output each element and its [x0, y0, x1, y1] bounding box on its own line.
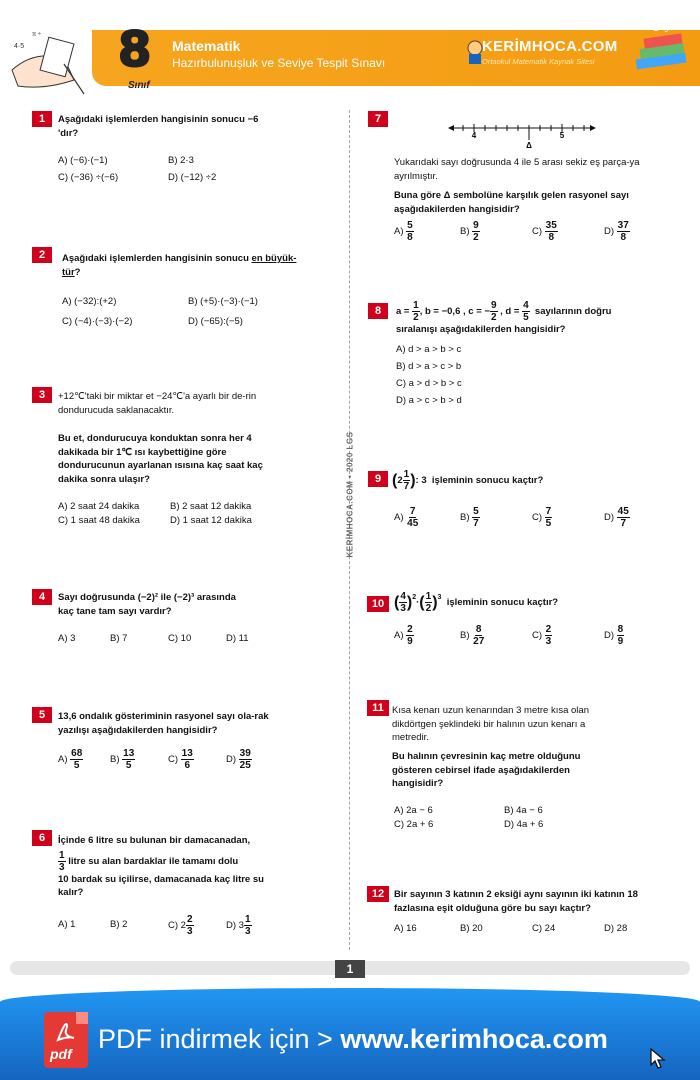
question-3-stem: Bu et, dondurucuya konduktan sonra her 4 dakikada bir 1℃ ısı kaybettiğine göre dondurucunun ayarlanan ısısına kaç saat kaç dakika sonra ulaşır?: [58, 433, 263, 485]
q8-option-b[interactable]: B) d > a > c > b: [396, 361, 462, 372]
q5-option-c[interactable]: C) $\frac{13}{6}$: [168, 748, 193, 771]
q6-option-a[interactable]: A) 1: [58, 919, 76, 930]
question-11-stem: Bu halının çevresinin kaç metre olduğunu gösteren cebirsel ifade aşağıdakilerden hangisidir?: [392, 751, 581, 789]
q12-option-b[interactable]: B) 20: [460, 923, 483, 934]
question-number: 3: [32, 387, 52, 403]
q4-option-b[interactable]: B) 7: [110, 633, 128, 644]
q9-option-a[interactable]: A) $\frac{7}{45}$: [394, 506, 419, 529]
q9-option-c[interactable]: C) $\frac{7}{5}$: [532, 506, 552, 529]
svg-text:4·5: 4·5: [14, 43, 25, 50]
tick-label-right: 5: [559, 131, 565, 140]
q2-option-b[interactable]: B) (+5)·(−3)·(−1): [188, 296, 258, 307]
q8-option-a[interactable]: A) d > a > b > c: [396, 344, 462, 355]
brand-name: KERİMHOCA.COM: [482, 38, 618, 55]
q4-option-a[interactable]: A) 3: [58, 633, 76, 644]
q7-option-b[interactable]: B) $\frac{9}{2}$: [460, 220, 479, 243]
question-10-stem: ( $\frac{4}{3}$ )$^2$·( $\frac{1}{2}$ )$^3$ işleminin sonucu kaçtır?: [394, 591, 559, 614]
subject-title: Matematik: [172, 38, 241, 54]
q10-option-c[interactable]: C) $\frac{2}{3}$: [532, 624, 552, 647]
question-number: 10: [367, 596, 389, 612]
q11-option-c[interactable]: C) 2a + 6: [394, 819, 434, 830]
q5-option-d[interactable]: D) $\frac{39}{25}$: [226, 748, 251, 771]
question-11-context: Kısa kenarı uzun kenarından 3 metre kısa olan dikdörtgen şeklindeki bir halının uzun kenarı a metredir.: [392, 705, 589, 743]
q10-option-b[interactable]: B) $\frac{8}{27}$: [460, 624, 485, 647]
question-2-stem: Aşağıdaki işlemlerden hangisinin sonucu en büyük- tür?: [62, 253, 297, 278]
question-6-stem: İçinde 6 litre su bulunan bir damacanadan, $\frac{1}{3}$ litre su alan bardaklar ile tamamı dolu 10 bardak su içilirse, damacanada kaç litre su kalır?: [58, 835, 264, 898]
question-7-stem: Buna göre Δ sembolüne karşılık gelen rasyonel sayı aşağıdakilerden hangisidir?: [394, 190, 629, 215]
q11-option-b[interactable]: B) 4a − 6: [504, 805, 543, 816]
tick-label-left: 4: [471, 131, 477, 140]
question-number: 4: [32, 589, 52, 605]
q11-option-a[interactable]: A) 2a − 6: [394, 805, 433, 816]
q6-option-d[interactable]: D) 3 $\frac{1}{3}$: [226, 914, 251, 937]
q4-option-c[interactable]: C) 10: [168, 633, 192, 644]
q10-option-d[interactable]: D) $\frac{8}{9}$: [604, 624, 624, 647]
q9-option-b[interactable]: B) $\frac{5}{7}$: [460, 506, 479, 529]
page-number: 1: [335, 960, 365, 978]
question-5-stem: 13,6 ondalık gösteriminin rasyonel sayı ola-rak yazılışı aşağıdakilerden hangisidir?: [58, 711, 269, 736]
q9-option-d[interactable]: D) $\frac{45}{7}$: [604, 506, 629, 529]
q10-option-a[interactable]: A) $\frac{2}{9}$: [394, 624, 413, 647]
cursor-icon: [650, 1048, 666, 1070]
q1-option-d[interactable]: D) (−12) ÷2: [168, 172, 217, 183]
q3-option-d[interactable]: D) 1 saat 12 dakika: [170, 515, 252, 526]
question-12-stem: Bir sayının 3 katının 2 eksiği aynı sayının iki katının 18 fazlasına eşit olduğuna göre bu sayı kaçtır?: [394, 889, 638, 914]
question-number: 9: [368, 471, 388, 487]
question-8-stem: a = $\frac{1}{2}$ , b = −0,6 , c = − $\frac{9}{2}$ , d = $\frac{4}{5}$ sayılarının doğru sıralanışı aşağıdakilerden hangisidir?: [396, 300, 612, 335]
pdf-file-icon: [44, 1012, 88, 1068]
q1-option-c[interactable]: C) (−36) ÷(−6): [58, 172, 119, 183]
q12-option-c[interactable]: C) 24: [532, 923, 556, 934]
q12-option-d[interactable]: D) 28: [604, 923, 628, 934]
download-link[interactable]: www.kerimhoca.com: [340, 1024, 608, 1054]
grade-label: Sınıf: [128, 80, 150, 91]
grade-badge: [108, 18, 168, 91]
q7-option-a[interactable]: A) $\frac{5}{8}$: [394, 220, 413, 243]
pdf-label: pdf: [50, 1046, 72, 1062]
divider-watermark: KERİMHOCA.COM • 2020 LGS: [345, 431, 355, 558]
delta-marker: Δ: [526, 141, 532, 150]
q5-option-a[interactable]: A) $\frac{68}{5}$: [58, 748, 83, 771]
q2-option-a[interactable]: A) (−32):(+2): [62, 296, 117, 307]
q7-option-d[interactable]: D) $\frac{37}{8}$: [604, 220, 629, 243]
q3-option-c[interactable]: C) 1 saat 48 dakika: [58, 515, 140, 526]
question-number: 7: [368, 111, 388, 127]
question-number: 12: [367, 886, 389, 902]
question-number: 5: [32, 707, 52, 723]
question-1-stem: Aşağıdaki işlemlerden hangisinin sonucu −6 'dır?: [58, 114, 259, 139]
question-number: 8: [368, 303, 388, 319]
brand-logo: [482, 38, 618, 66]
q11-option-d[interactable]: D) 4a + 6: [504, 819, 544, 830]
svg-text:9: 9: [664, 25, 669, 34]
download-text[interactable]: PDF indirmek için > www.kerimhoca.com: [98, 1024, 608, 1054]
grade-number: 8: [118, 22, 152, 78]
question-number: 2: [32, 247, 52, 263]
page-header: [0, 0, 700, 100]
q6-option-b[interactable]: B) 2: [110, 919, 128, 930]
svg-text:π ÷: π ÷: [32, 32, 42, 38]
q8-option-c[interactable]: C) a > d > b > c: [396, 378, 462, 389]
acrobat-logo-icon: [54, 1020, 78, 1044]
brand-tagline: Ortaokul Matematik Kaynak Sitesi: [482, 57, 595, 66]
question-7-context: Yukarıdaki sayı doğrusunda 4 ile 5 arası sekiz eş parça-ya ayrılmıştır.: [394, 157, 640, 182]
number-line-figure: [448, 118, 596, 150]
q8-option-d[interactable]: D) a > c > b > d: [396, 395, 462, 406]
q4-option-d[interactable]: D) 11: [226, 633, 249, 644]
q7-option-c[interactable]: C) $\frac{35}{8}$: [532, 220, 557, 243]
q3-option-b[interactable]: B) 2 saat 12 dakika: [170, 501, 252, 512]
question-number: 6: [32, 830, 52, 846]
q12-option-a[interactable]: A) 16: [394, 923, 417, 934]
q2-option-d[interactable]: D) (−65):(−5): [188, 316, 243, 327]
q6-option-c[interactable]: C) 2 $\frac{2}{3}$: [168, 914, 193, 937]
question-4-stem: Sayı doğrusunda (−2)² ile (−2)³ arasında kaç tane tam sayı vardır?: [58, 592, 236, 617]
student-illustration-icon: [4, 20, 94, 98]
question-number: 1: [32, 111, 52, 127]
question-3-context: +12℃'taki bir miktar et −24℃'a ayarlı bir de-rin dondurucuda saklanacaktır.: [58, 391, 257, 416]
books-icon: [630, 22, 692, 82]
q5-option-b[interactable]: B) $\frac{13}{5}$: [110, 748, 135, 771]
exam-title: Hazırbulunuşluk ve Seviye Tespit Sınavı: [172, 56, 386, 70]
q1-option-a[interactable]: A) (−6)·(−1): [58, 155, 108, 166]
q3-option-a[interactable]: A) 2 saat 24 dakika: [58, 501, 140, 512]
q1-option-b[interactable]: B) 2·3: [168, 155, 194, 166]
question-9-stem: (2 $\frac{1}{7}$ ): 3 işleminin sonucu kaçtır?: [392, 469, 544, 492]
q2-option-c[interactable]: C) (−4)·(−3)·(−2): [62, 316, 133, 327]
question-number: 11: [367, 700, 389, 716]
